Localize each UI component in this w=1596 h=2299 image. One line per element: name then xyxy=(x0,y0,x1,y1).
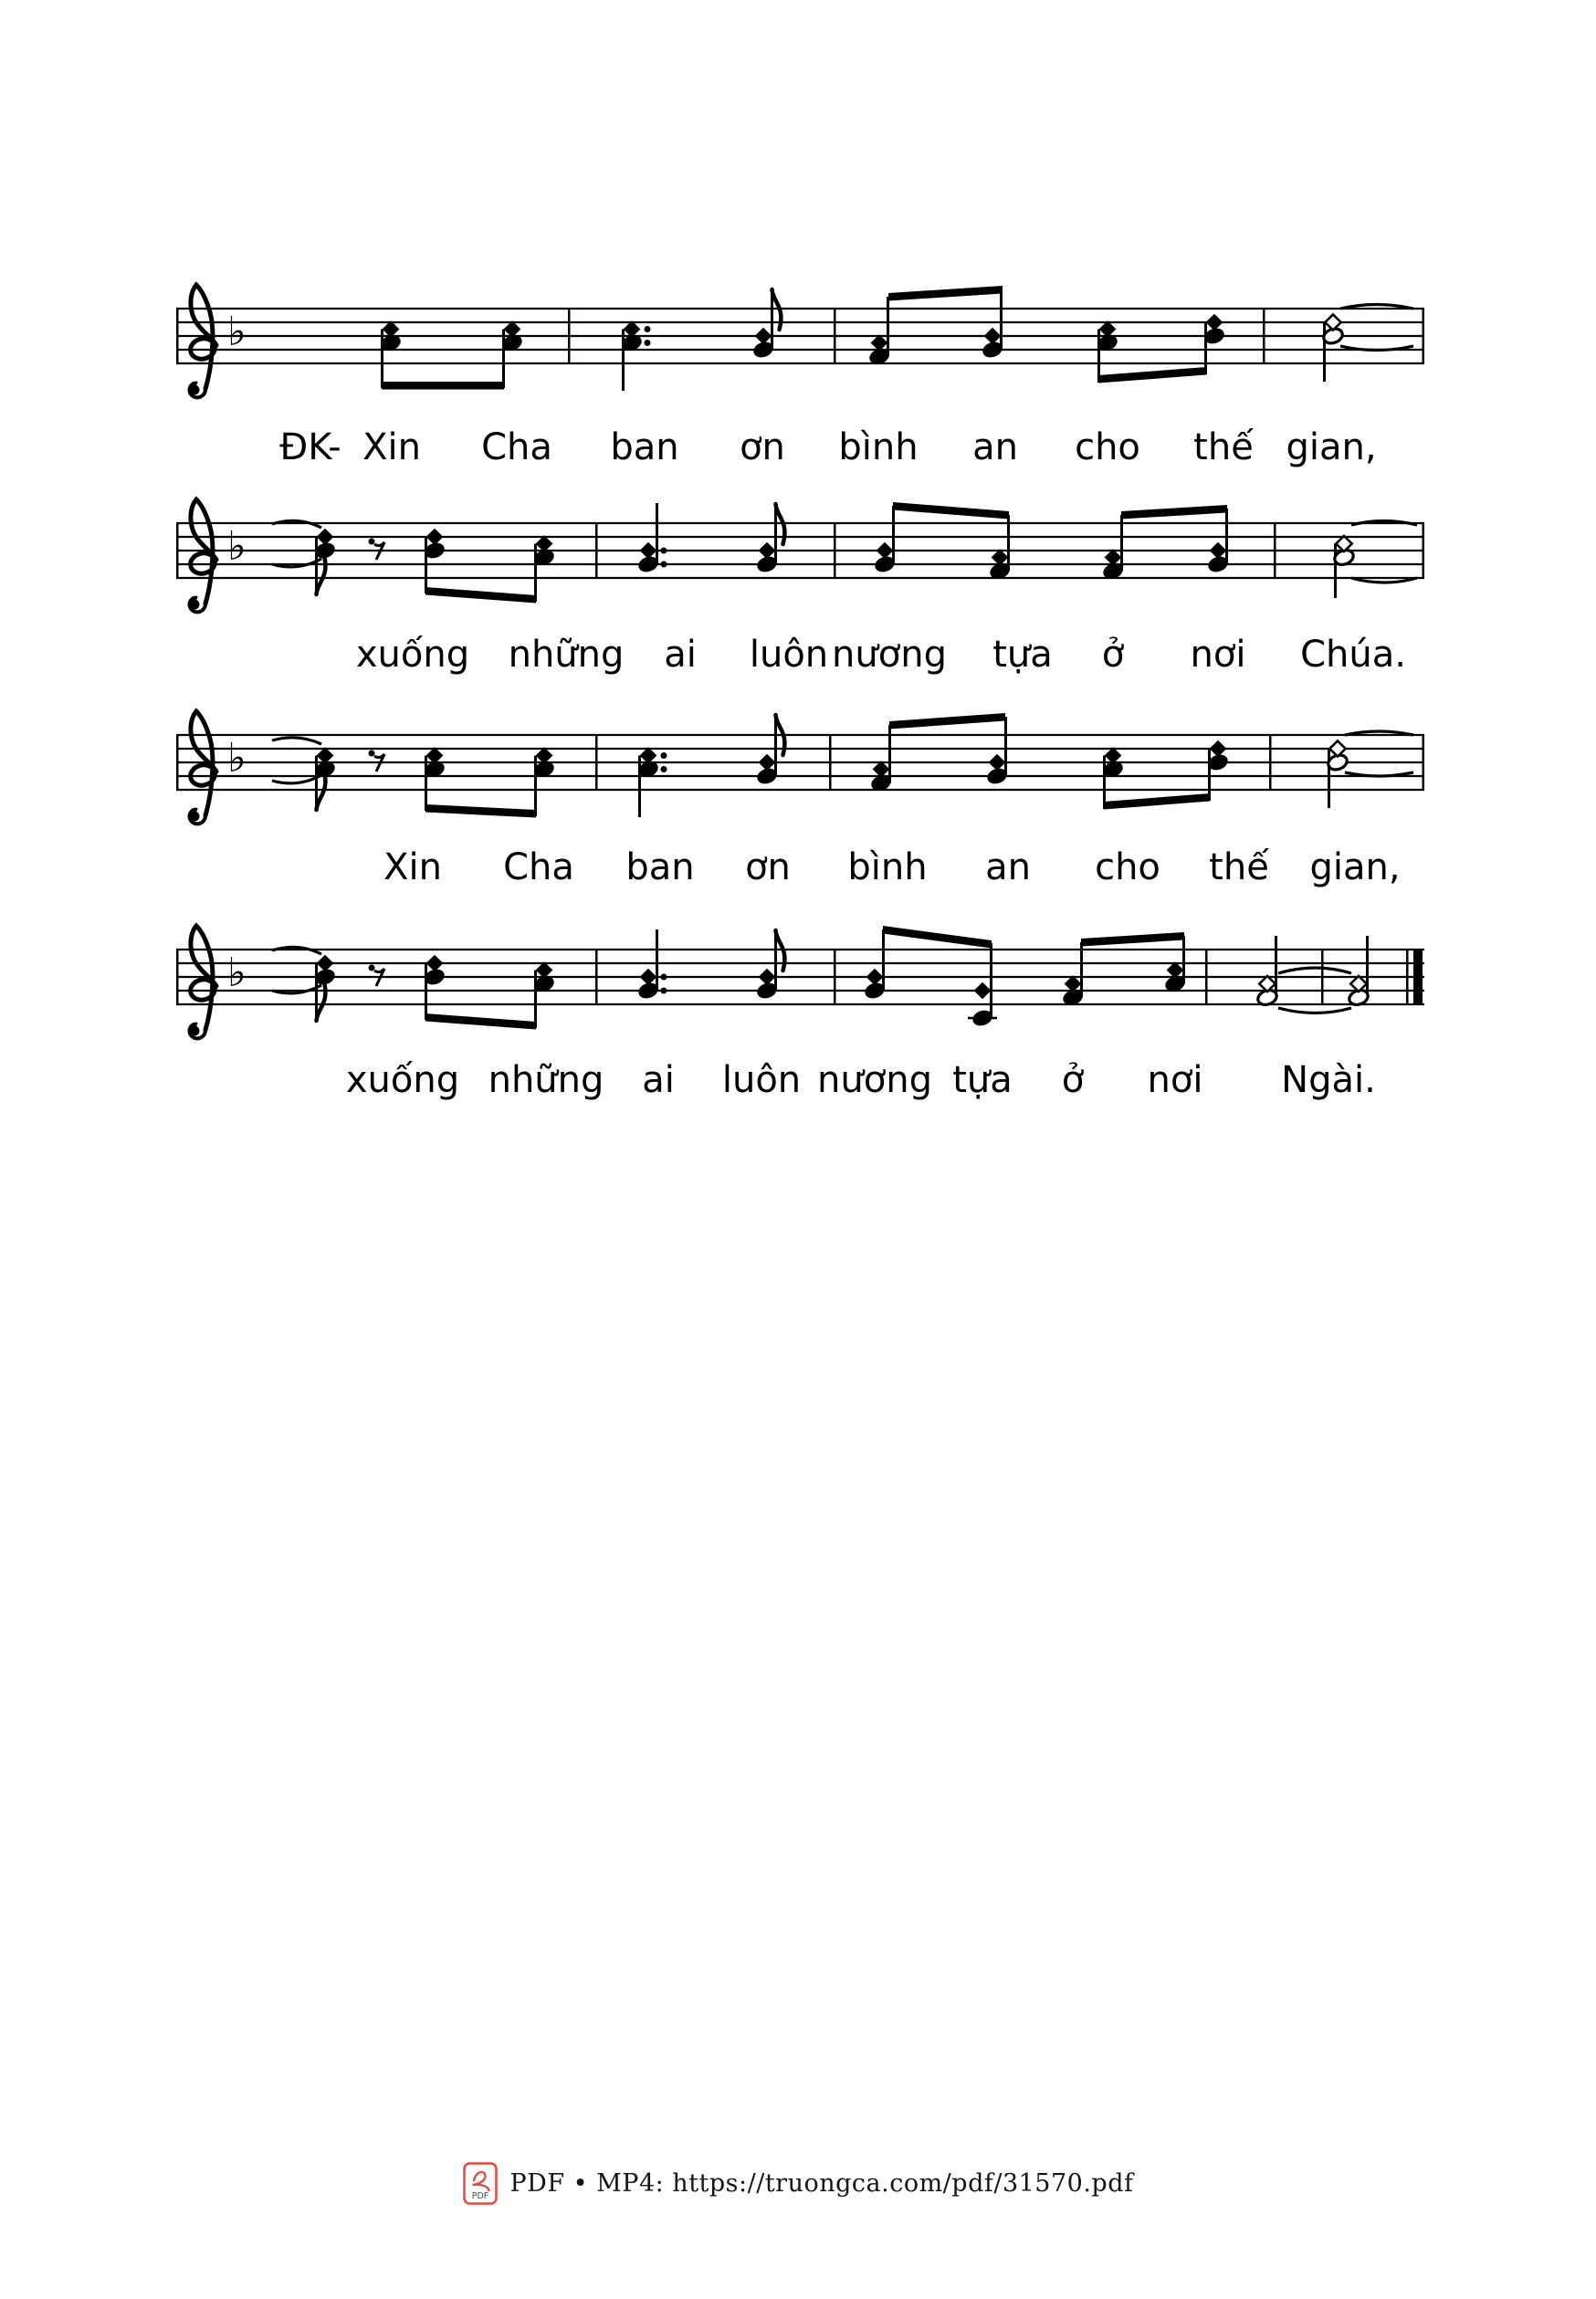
treble-clef-icon xyxy=(188,285,217,397)
flat-sign-icon: ♭ xyxy=(227,950,247,996)
lyric-line-1 xyxy=(0,426,1596,472)
notehead-diamond xyxy=(536,962,551,978)
barline xyxy=(1274,523,1276,578)
barline xyxy=(1321,950,1324,1004)
treble-clef-icon xyxy=(188,711,217,824)
note-chord xyxy=(982,289,1004,360)
lyric-word: luôn xyxy=(749,634,829,676)
barline xyxy=(1423,735,1425,790)
staff-1 xyxy=(176,285,1424,397)
note-chord xyxy=(989,515,1012,581)
note-chord xyxy=(1203,315,1226,375)
staff-3 xyxy=(176,711,1424,824)
flat-sign-icon: ♭ xyxy=(227,523,247,570)
note-chord xyxy=(1164,936,1187,993)
lyric-word: gian, xyxy=(1309,846,1401,888)
lyric-word: Chúa. xyxy=(1300,634,1406,676)
notehead-diamond xyxy=(1105,550,1120,565)
tie xyxy=(272,738,321,744)
notehead-diamond xyxy=(1325,315,1340,331)
tie xyxy=(272,559,321,567)
final-barline-thin xyxy=(1406,950,1409,1004)
lyric-word: những xyxy=(508,634,625,676)
note-chord xyxy=(1097,321,1119,383)
lyric-word: nương xyxy=(817,1059,932,1101)
pdf-badge-label: PDF xyxy=(471,2191,488,2201)
note-chord xyxy=(424,530,446,594)
lyric-line-4 xyxy=(0,1059,1596,1105)
barline xyxy=(1269,735,1272,790)
treble-clef-icon xyxy=(188,926,217,1038)
beam xyxy=(883,926,992,949)
tie xyxy=(272,520,321,528)
note-chord xyxy=(380,321,403,388)
lyric-word: ban xyxy=(625,846,695,888)
beam xyxy=(382,382,504,390)
note-chord xyxy=(1102,748,1125,809)
notehead-diamond xyxy=(1206,315,1222,331)
lyric-word: gian, xyxy=(1286,426,1377,468)
lyric-word: tựa xyxy=(992,634,1053,676)
note-chord xyxy=(874,506,897,574)
barline xyxy=(176,950,179,1004)
treble-clef-icon xyxy=(188,499,217,612)
lyric-word: an xyxy=(972,426,1018,468)
beam xyxy=(425,804,536,818)
footer xyxy=(0,2162,1596,2205)
note-chord xyxy=(1062,942,1085,1007)
notehead-diamond xyxy=(755,329,771,344)
pdf-file-icon xyxy=(463,2162,498,2205)
barline xyxy=(1263,309,1265,363)
staff-4 xyxy=(176,926,1424,1038)
notehead-diamond xyxy=(984,329,1000,344)
notehead-diamond xyxy=(992,550,1007,565)
lyric-word: cho xyxy=(1095,846,1160,888)
barline xyxy=(176,735,179,790)
barline xyxy=(176,523,179,578)
eighth-rest-icon xyxy=(369,539,385,561)
lyric-word: ai xyxy=(642,1059,675,1101)
pdf-mp4-link[interactable]: PDF • MP4: https://truongca.com/pdf/31570.pdf xyxy=(509,2169,1134,2198)
notehead-diamond xyxy=(317,748,332,763)
barline xyxy=(834,523,836,578)
notehead-diamond xyxy=(383,321,398,337)
lyric-word: ơn xyxy=(740,426,785,468)
eighth-rest-icon xyxy=(369,751,385,772)
notehead-diamond xyxy=(974,983,990,999)
lyric-word: Cha xyxy=(481,426,552,468)
beam xyxy=(889,713,1005,730)
note-chord xyxy=(533,748,556,816)
barline xyxy=(595,950,598,1004)
barline xyxy=(834,309,836,363)
lyric-word: Xin xyxy=(362,426,421,468)
lyric-line-2 xyxy=(0,634,1596,679)
staff-2 xyxy=(176,499,1424,612)
barline xyxy=(595,735,598,790)
beam xyxy=(425,1013,536,1030)
notehead-diamond xyxy=(877,543,892,559)
notehead-diamond xyxy=(640,970,656,985)
lyric-word: ở xyxy=(1061,1059,1085,1101)
beam xyxy=(888,286,1003,301)
note-chord xyxy=(864,929,887,1001)
notehead-diamond xyxy=(317,956,332,971)
beam xyxy=(1104,793,1210,810)
note-chord xyxy=(424,956,446,1021)
beam xyxy=(1098,367,1206,383)
note-chord xyxy=(621,321,651,391)
beam xyxy=(1121,505,1227,520)
lyric-word: luôn xyxy=(721,1059,802,1101)
lyric-word: ai xyxy=(664,634,697,676)
notehead-diamond xyxy=(1167,962,1182,978)
note-chord xyxy=(868,297,891,366)
barline xyxy=(834,950,836,1004)
notehead-diamond xyxy=(759,970,774,985)
barline xyxy=(1423,309,1425,363)
note-chord xyxy=(637,929,667,1001)
notehead-diamond xyxy=(1350,976,1366,992)
half-note-chord xyxy=(1333,536,1356,598)
lyric-line-3 xyxy=(0,846,1596,892)
note-chord xyxy=(533,962,556,1028)
note-chord xyxy=(1207,509,1230,574)
note-chord xyxy=(424,748,446,811)
barline xyxy=(595,523,598,578)
half-note-chord xyxy=(1327,741,1349,809)
notehead-diamond xyxy=(536,536,551,551)
lyric-word: ĐK- xyxy=(279,426,341,468)
notehead-diamond xyxy=(317,530,332,545)
notehead-diamond xyxy=(624,321,639,337)
barline xyxy=(568,309,571,363)
lyric-word: xuống xyxy=(355,634,470,676)
notehead-diamond xyxy=(426,748,442,763)
tie xyxy=(1278,1008,1351,1013)
lyric-word: xuống xyxy=(345,1059,460,1101)
barline xyxy=(1205,950,1208,1004)
flat-sign-icon: ♭ xyxy=(227,735,247,782)
lyric-word: Ngài. xyxy=(1281,1059,1376,1101)
notehead-diamond xyxy=(1065,976,1080,992)
barline xyxy=(1423,523,1425,578)
lyric-word: nơi xyxy=(1147,1059,1203,1101)
eighth-rest-icon xyxy=(369,965,385,987)
half-note-chord xyxy=(1322,315,1345,383)
flat-sign-icon: ♭ xyxy=(227,309,247,355)
lyric-word: ơn xyxy=(745,846,791,888)
note-chord xyxy=(1102,515,1125,581)
lyric-word: nơi xyxy=(1190,634,1246,676)
barline xyxy=(176,309,179,363)
note-chord xyxy=(637,748,667,817)
lyric-word: Cha xyxy=(503,846,574,888)
notehead-diamond xyxy=(871,335,887,351)
lyric-word: thế xyxy=(1193,426,1254,468)
notehead-diamond xyxy=(759,755,774,771)
half-note-chord xyxy=(1256,936,1279,1007)
final-barline-thick xyxy=(1413,950,1423,1004)
note-chord xyxy=(1207,741,1230,802)
note-chord xyxy=(637,503,667,574)
notehead-diamond xyxy=(640,748,656,763)
lyric-word: bình xyxy=(847,846,928,888)
beam xyxy=(425,587,536,604)
barline xyxy=(829,735,832,790)
notehead-diamond xyxy=(536,748,551,763)
note-chord xyxy=(533,536,556,602)
notehead-diamond xyxy=(1259,976,1275,992)
notehead-diamond xyxy=(866,970,882,985)
notehead-diamond xyxy=(640,543,656,559)
lyric-word: cho xyxy=(1075,426,1140,468)
lyric-word: tựa xyxy=(952,1059,1013,1101)
tie xyxy=(1278,968,1351,973)
lyric-word: những xyxy=(488,1059,604,1101)
notehead-diamond xyxy=(1210,543,1225,559)
beam xyxy=(893,502,1009,520)
beam xyxy=(1081,932,1184,947)
lyric-word: ở xyxy=(1101,634,1125,676)
lyric-word: ban xyxy=(610,426,679,468)
notehead-diamond xyxy=(426,530,442,545)
tie xyxy=(272,985,321,993)
notehead-diamond xyxy=(759,543,774,559)
notehead-diamond xyxy=(426,956,442,971)
notehead-diamond xyxy=(504,321,520,337)
half-note-chord xyxy=(1348,936,1370,1007)
lyric-word: Xin xyxy=(383,846,442,888)
notehead-diamond xyxy=(1210,741,1225,757)
tie xyxy=(1345,772,1413,776)
tie xyxy=(1340,346,1413,351)
notehead-diamond xyxy=(1336,536,1351,551)
note-chord xyxy=(968,943,997,1028)
lyric-word: bình xyxy=(838,426,919,468)
notehead-diamond xyxy=(873,761,888,777)
lyric-word: thế xyxy=(1209,846,1269,888)
notehead-diamond xyxy=(989,755,1004,771)
tie xyxy=(272,947,321,954)
note-chord xyxy=(986,717,1009,786)
note-chord xyxy=(501,321,524,388)
notehead-diamond xyxy=(1105,748,1120,763)
lyric-word: an xyxy=(985,846,1031,888)
notehead-diamond xyxy=(1099,321,1115,337)
lyric-word: nương xyxy=(832,634,947,676)
notehead-diamond xyxy=(1329,741,1345,757)
